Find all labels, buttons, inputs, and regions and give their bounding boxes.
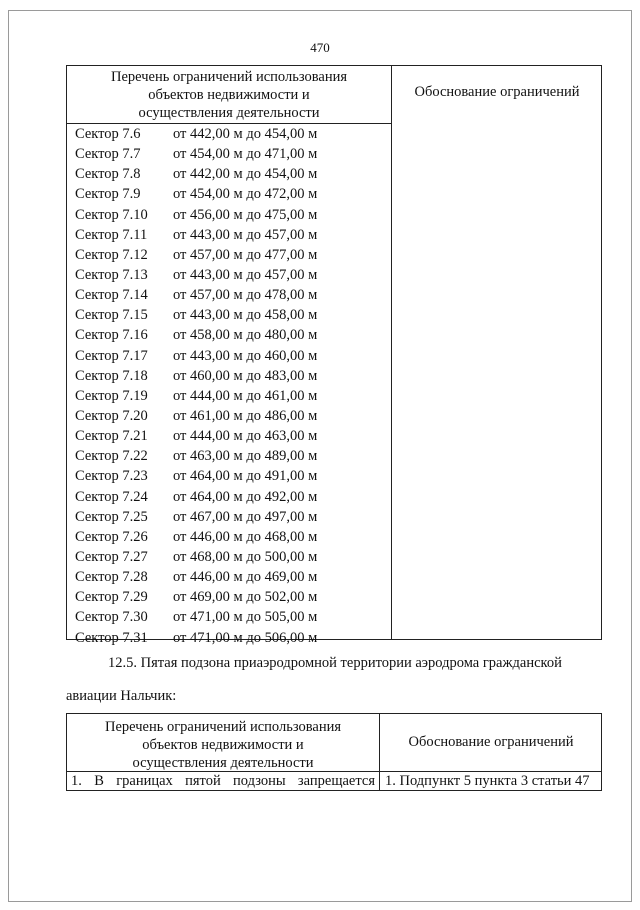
section-paragraph-line1: 12.5. Пятая подзона приаэродромной территории аэродрома гражданской: [108, 655, 562, 671]
sector-label: Сектор 7.8: [75, 166, 141, 183]
sector-label: Сектор 7.13: [75, 266, 148, 283]
height-range: от 467,00 м до 497,00 м: [173, 508, 318, 525]
table-row: [67, 527, 391, 547]
fifth-subzone-table: [66, 713, 602, 791]
table-row: [67, 346, 391, 366]
table-row: [67, 628, 391, 648]
header-line: Перечень ограничений использования: [104, 719, 342, 735]
header-line: объектов недвижимости и: [148, 87, 310, 103]
height-range: от 446,00 м до 468,00 м: [173, 528, 318, 545]
sector-label: Сектор 7.27: [75, 548, 148, 565]
sector-rows: [67, 124, 391, 648]
height-range: от 461,00 м до 486,00 м: [173, 407, 318, 424]
page-number: 470: [310, 40, 330, 55]
sector-label: Сектор 7.22: [75, 448, 148, 465]
height-range: от 458,00 м до 480,00 м: [173, 327, 318, 344]
sector-label: Сектор 7.15: [75, 307, 148, 324]
table-row: [67, 487, 391, 507]
table-row: [67, 245, 391, 265]
table-row: [67, 406, 391, 426]
sector-label: Сектор 7.31: [75, 629, 148, 646]
sector-label: Сектор 7.9: [75, 186, 141, 203]
height-range: от 457,00 м до 477,00 м: [173, 246, 318, 263]
table-row: [67, 567, 391, 587]
sector-label: Сектор 7.21: [75, 428, 148, 445]
header-line: осуществления деятельности: [132, 755, 314, 771]
table-row: [67, 265, 391, 285]
height-range: от 457,00 м до 478,00 м: [173, 287, 318, 304]
height-range: от 469,00 м до 502,00 м: [173, 589, 318, 606]
height-range: от 471,00 м до 505,00 м: [173, 609, 318, 626]
sector-label: Сектор 7.17: [75, 347, 148, 364]
sector-label: Сектор 7.19: [75, 387, 148, 404]
section-paragraph-line2: авиации Нальчик:: [66, 688, 177, 704]
table-row: [67, 607, 391, 627]
header-line: осуществления деятельности: [138, 105, 320, 121]
table-row: [67, 325, 391, 345]
sector-label: Сектор 7.28: [75, 569, 148, 586]
height-range: от 443,00 м до 457,00 м: [173, 266, 318, 283]
height-range: от 464,00 м до 491,00 м: [173, 468, 318, 485]
height-range: от 463,00 м до 489,00 м: [173, 448, 318, 465]
table-header-justification: Обоснование ограничений: [408, 734, 574, 750]
sector-label: Сектор 7.12: [75, 246, 148, 263]
header-line: Перечень ограничений использования: [110, 69, 348, 85]
table-row: [67, 305, 391, 325]
table-row: [67, 547, 391, 567]
sector-label: Сектор 7.6: [75, 126, 141, 142]
height-range: от 456,00 м до 475,00 м: [173, 206, 318, 223]
table-row: [67, 507, 391, 527]
column-divider: [379, 714, 380, 790]
sector-label: Сектор 7.25: [75, 508, 148, 525]
table-row: [67, 587, 391, 607]
height-range: от 443,00 м до 458,00 м: [173, 307, 318, 324]
table-row: [67, 225, 391, 245]
sector-label: Сектор 7.23: [75, 468, 148, 485]
table-row: [67, 446, 391, 466]
height-range: от 442,00 м до 454,00 м: [173, 126, 318, 142]
height-range: от 443,00 м до 457,00 м: [173, 226, 318, 243]
column-divider: [391, 66, 392, 639]
table-row: [67, 386, 391, 406]
sector-restrictions-table: [66, 65, 602, 646]
table-header-justification: Обоснование ограничений: [414, 84, 580, 100]
sector-label: Сектор 7.29: [75, 589, 148, 606]
height-range: от 446,00 м до 469,00 м: [173, 569, 318, 586]
height-range: от 444,00 м до 463,00 м: [173, 428, 318, 445]
height-range: от 460,00 м до 483,00 м: [173, 367, 318, 384]
justification-cell: 1. Подпункт 5 пункта 3 статьи 47: [385, 773, 590, 789]
sector-label: Сектор 7.18: [75, 367, 148, 384]
sector-label: Сектор 7.14: [75, 287, 148, 304]
table-row: [67, 124, 391, 144]
table-row: [67, 285, 391, 305]
sector-label: Сектор 7.30: [75, 609, 148, 626]
sector-label: Сектор 7.16: [75, 327, 148, 344]
table-row: [67, 205, 391, 225]
table-row: [67, 366, 391, 386]
sector-label: Сектор 7.7: [75, 146, 141, 163]
height-range: от 442,00 м до 454,00 м: [173, 166, 318, 183]
sector-label: Сектор 7.24: [75, 488, 148, 505]
sector-label: Сектор 7.11: [75, 226, 148, 243]
table-header-restrictions: [67, 68, 391, 122]
table-header-restrictions: [67, 718, 379, 772]
height-range: от 471,00 м до 506,00 м: [173, 629, 318, 646]
header-line: объектов недвижимости и: [142, 737, 304, 753]
table-row: [67, 144, 391, 164]
height-range: от 444,00 м до 461,00 м: [173, 387, 318, 404]
table-row: [67, 184, 391, 204]
table-row: [67, 466, 391, 486]
height-range: от 454,00 м до 472,00 м: [173, 186, 318, 203]
height-range: от 464,00 м до 492,00 м: [173, 488, 318, 505]
sector-label: Сектор 7.20: [75, 407, 148, 424]
height-range: от 443,00 м до 460,00 м: [173, 347, 318, 364]
table-row: [67, 164, 391, 184]
height-range: от 454,00 м до 471,00 м: [173, 146, 318, 163]
sector-label: Сектор 7.26: [75, 528, 148, 545]
height-range: от 468,00 м до 500,00 м: [173, 548, 318, 565]
table-row: [67, 426, 391, 446]
sector-label: Сектор 7.10: [75, 206, 148, 223]
restriction-cell: 1. В границах пятой подзоны запрещается: [71, 773, 375, 789]
